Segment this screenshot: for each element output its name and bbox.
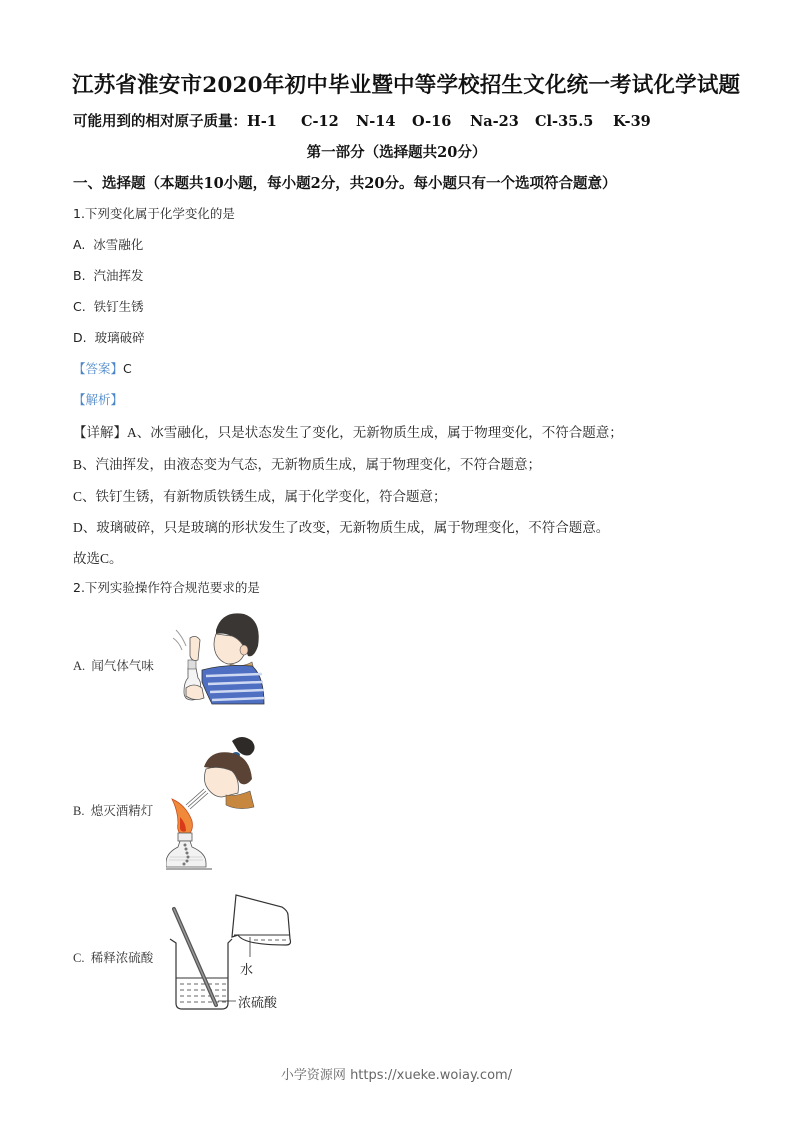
detail-line-a bbox=[73, 421, 623, 441]
option-letter: A. bbox=[73, 237, 86, 252]
question-1-stem: 1.下列变化属于化学变化的是 bbox=[73, 206, 235, 221]
atomic-mass-item: C-12 bbox=[301, 113, 339, 130]
footer-watermark bbox=[0, 1064, 793, 1083]
option-text: 闻气体气味 bbox=[91, 659, 154, 673]
option-letter: C. bbox=[73, 299, 86, 314]
smelling-gas-illustration bbox=[172, 608, 267, 708]
waft-lines-icon bbox=[176, 630, 186, 646]
answer-line bbox=[73, 359, 132, 377]
option-letter: C. bbox=[73, 951, 85, 965]
atomic-mass-item: H-1 bbox=[247, 113, 277, 130]
section-heading: 一、选择题（本题共10小题，每小题2分，共20分。每小题只有一个选项符合题意） bbox=[73, 175, 617, 192]
atomic-mass-item: Na-23 bbox=[470, 113, 519, 130]
answer-value: C bbox=[123, 361, 132, 376]
atomic-mass-item: O-16 bbox=[412, 113, 452, 130]
blowing-out-alcohol-lamp-illustration bbox=[166, 735, 261, 873]
option-text: 铁钉生锈 bbox=[93, 299, 144, 314]
question-1-option-a bbox=[73, 235, 143, 253]
atomic-mass-item: N-14 bbox=[356, 113, 396, 130]
footer-url[interactable]: https://xueke.woiay.com/ bbox=[350, 1068, 513, 1083]
question-1-option-d bbox=[73, 328, 145, 346]
atomic-mass-item: Cl-35.5 bbox=[535, 113, 594, 130]
question-2-option-c bbox=[73, 948, 153, 966]
option-text: 冰雪融化 bbox=[93, 237, 144, 252]
question-1-option-b bbox=[73, 266, 144, 284]
answer-label: 【答案】 bbox=[73, 361, 124, 376]
acid-label: 浓硫酸 bbox=[238, 996, 278, 1011]
breath-lines-icon bbox=[188, 791, 206, 807]
water-label: 水 bbox=[240, 963, 254, 978]
part-heading: 第一部分（选择题共20分） bbox=[306, 144, 487, 161]
option-text: 稀释浓硫酸 bbox=[90, 951, 154, 965]
detail-text: A、冰雪融化，只是状态发生了变化，无新物质生成，属于物理变化，不符合题意； bbox=[127, 425, 623, 440]
option-letter: B. bbox=[73, 804, 85, 818]
option-text: 玻璃破碎 bbox=[94, 330, 145, 345]
detail-line-b: B、汽油挥发，由液态变为气态，无新物质生成，属于物理变化，不符合题意； bbox=[73, 457, 542, 472]
atomic-masses-label: 可能用到的相对原子质量： bbox=[73, 113, 247, 130]
atomic-masses bbox=[73, 110, 651, 131]
option-text: 熄灭酒精灯 bbox=[90, 804, 154, 818]
analysis-label: 【解析】 bbox=[73, 392, 124, 407]
detail-line-c: C、铁钉生锈，有新物质铁锈生成，属于化学变化，符合题意； bbox=[73, 489, 447, 504]
question-2-stem: 2.下列实验操作符合规范要求的是 bbox=[73, 580, 260, 595]
question-2-option-a bbox=[73, 656, 154, 674]
question-2-option-b bbox=[73, 801, 153, 819]
detail-line-d: D、玻璃破碎，只是玻璃的形状发生了改变，无新物质生成，属于物理变化，不符合题意。 bbox=[73, 520, 610, 535]
atomic-mass-item: K-39 bbox=[613, 113, 651, 130]
question-1-option-c bbox=[73, 297, 144, 315]
option-letter: D. bbox=[73, 330, 87, 345]
conclusion: 故选C。 bbox=[73, 551, 123, 566]
option-letter: B. bbox=[73, 268, 86, 283]
option-letter: A. bbox=[73, 659, 86, 673]
footer-site-name: 小学资源网 bbox=[280, 1068, 346, 1083]
option-text: 汽油挥发 bbox=[93, 268, 144, 283]
detail-label: 【详解】 bbox=[73, 425, 127, 440]
pouring-beaker-icon bbox=[232, 895, 291, 945]
page-title: 江苏省淮安市2020年初中毕业暨中等学校招生文化统一考试化学试题 bbox=[72, 73, 741, 98]
